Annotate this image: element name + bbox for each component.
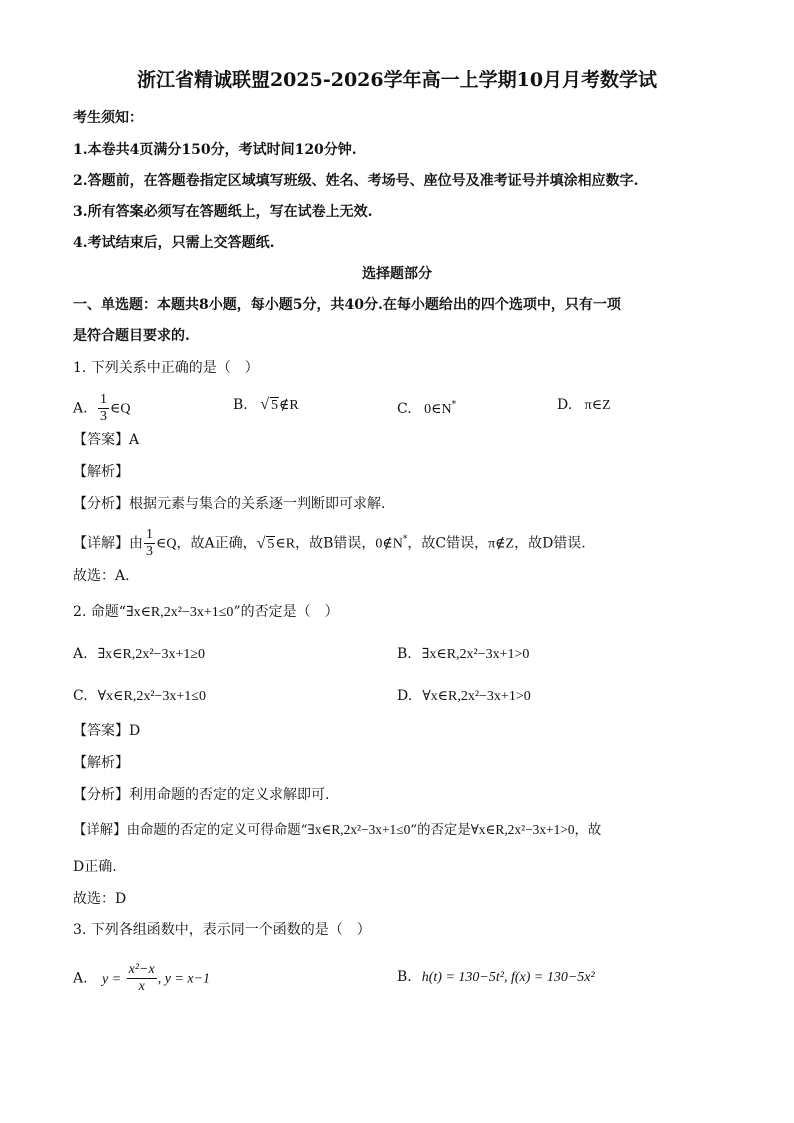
fraction: [98, 393, 109, 424]
q2-detail: [73, 820, 601, 841]
page-title: 浙江省精诚联盟2025-2026学年高一上学期10月月考数学试: [136, 69, 658, 91]
q3-option-b: [397, 967, 595, 988]
detail-text: ”的否定是: [410, 823, 471, 838]
fenxi-label: 【分析】: [73, 496, 129, 512]
option-label: B.: [397, 646, 412, 662]
detail-text: ，故D错误.: [514, 535, 586, 552]
fenxi-label: 【分析】: [73, 787, 129, 803]
q3-stem: 3. 下列各组函数中，表示同一个函数的是（ ）: [73, 922, 371, 938]
q1-fenxi: [73, 494, 385, 514]
superscript: *: [402, 534, 408, 545]
denominator: 3: [100, 409, 108, 424]
option-label: A.: [73, 970, 88, 987]
detail-text: 由: [129, 535, 143, 552]
option-text: ∃x∈R,2x²−3x+1≥0: [97, 647, 206, 662]
q1-option-d: [557, 395, 611, 416]
option-text: π∈Z: [584, 398, 611, 413]
part-one-instruction: 一、单选题：本题共8小题，每小题5分，共40分.在每小题给出的四个选项中，只有一项: [73, 297, 621, 313]
radical-sign-icon: √: [260, 396, 269, 413]
q2-fenxi: [73, 785, 329, 805]
option-text: ∃x∈R,2x²−3x+1>0: [421, 647, 530, 662]
fraction: [144, 528, 155, 559]
option-label: D.: [557, 397, 573, 413]
section-title: 选择题部分: [362, 266, 432, 282]
q1-choose: [73, 566, 130, 586]
radicand: 5: [270, 398, 278, 413]
option-math: , y = x−1: [157, 971, 211, 987]
detail-text: ，故A正确，: [176, 535, 257, 552]
fenxi-text: 根据元素与集合的关系逐一判断即可求解.: [129, 496, 386, 512]
denominator: x: [138, 979, 145, 994]
option-math: y =: [102, 971, 122, 987]
choose-value: A.: [115, 568, 130, 584]
notice-item-1: 1.本卷共4页满分150分，考试时间120分钟.: [73, 142, 357, 158]
option-text: ∀x∈R,2x²−3x+1≤0: [97, 689, 206, 704]
q2-answer: [73, 721, 140, 741]
relation: ∈R: [275, 536, 296, 552]
stem-text: 2. 命题“: [73, 604, 126, 620]
fraction: [127, 963, 157, 994]
option-math: h(t) = 130−5t², f(x) = 130−5x²: [421, 970, 595, 985]
radical-sign-icon: √: [256, 534, 266, 552]
answer-label: 【答案】: [73, 723, 129, 739]
answer-value: A: [129, 432, 140, 448]
relation: ∈Q: [110, 401, 131, 417]
q2-option-c: [73, 686, 206, 707]
option-label: B.: [397, 969, 412, 985]
notice-heading: 考生须知：: [73, 110, 143, 126]
q2-option-b: [397, 644, 529, 665]
detail-math: ∃x∈R,2x²−3x+1≤0: [307, 822, 411, 837]
stem-text: ”的否定是（ ）: [233, 604, 339, 620]
q3-option-a: [73, 963, 210, 994]
radicand: 5: [267, 536, 275, 552]
relation: ∈Q: [156, 536, 177, 552]
relation: π∉Z: [488, 536, 515, 552]
q2-option-d: [397, 686, 531, 707]
detail-text: ，故: [574, 823, 602, 838]
option-label: A.: [73, 646, 88, 662]
option-text: 0∈N: [424, 402, 452, 417]
answer-value: D: [129, 723, 141, 739]
stem-math: ∃x∈R,2x²−3x+1≤0: [125, 605, 234, 620]
q2-detail-cont: D正确.: [73, 859, 117, 875]
q2-analysis-label: 【解析】: [73, 755, 129, 771]
q2-choose: [73, 889, 126, 909]
q2-option-a: [73, 644, 205, 665]
option-label: D.: [397, 688, 413, 704]
relation: ∉R: [278, 398, 299, 413]
q1-answer: [73, 430, 139, 450]
option-label: A.: [73, 400, 88, 417]
q1-option-b: [233, 395, 299, 416]
detail-text: ，故C错误，: [407, 535, 489, 552]
choose-value: D: [115, 891, 127, 907]
fenxi-text: 利用命题的否定的定义求解即可.: [129, 787, 330, 803]
numerator: x²−x: [128, 962, 155, 977]
part-one-instruction-cont: 是符合题目要求的.: [73, 328, 190, 344]
q1-analysis-label: 【解析】: [73, 464, 129, 480]
detail-label: 【详解】: [73, 535, 129, 552]
notice-item-4: 4.考试结束后，只需上交答题纸.: [73, 235, 275, 251]
denominator: 3: [146, 544, 153, 559]
option-label: C.: [397, 401, 412, 417]
option-label: C.: [73, 688, 88, 704]
notice-item-3: 3.所有答案必须写在答题纸上，写在试卷上无效.: [73, 204, 373, 220]
numerator: 1: [100, 392, 108, 407]
numerator: 1: [146, 527, 153, 542]
option-text: ∀x∈R,2x²−3x+1>0: [422, 689, 531, 704]
relation: 0∉N: [375, 536, 403, 552]
notice-item-2: 2.答题前，在答题卷指定区域填写班级、姓名、考场号、座位号及准考证号并填涂相应数字.: [73, 173, 639, 189]
choose-label: 故选：: [73, 891, 115, 907]
detail-label: 【详解】: [73, 823, 127, 838]
answer-label: 【答案】: [73, 432, 129, 448]
superscript: *: [451, 400, 457, 410]
q2-stem: [73, 602, 339, 623]
q1-option-c: [397, 395, 456, 420]
q1-option-a: [73, 393, 131, 424]
choose-label: 故选：: [73, 568, 115, 584]
detail-math: ∀x∈R,2x²−3x+1>0: [470, 822, 575, 837]
q1-stem: 1. 下列关系中正确的是（ ）: [73, 360, 259, 376]
q1-detail: [73, 528, 586, 559]
option-label: B.: [233, 397, 248, 413]
detail-text: ，故B错误，: [295, 535, 376, 552]
detail-text: 由命题的否定的定义可得命题“: [126, 823, 308, 838]
